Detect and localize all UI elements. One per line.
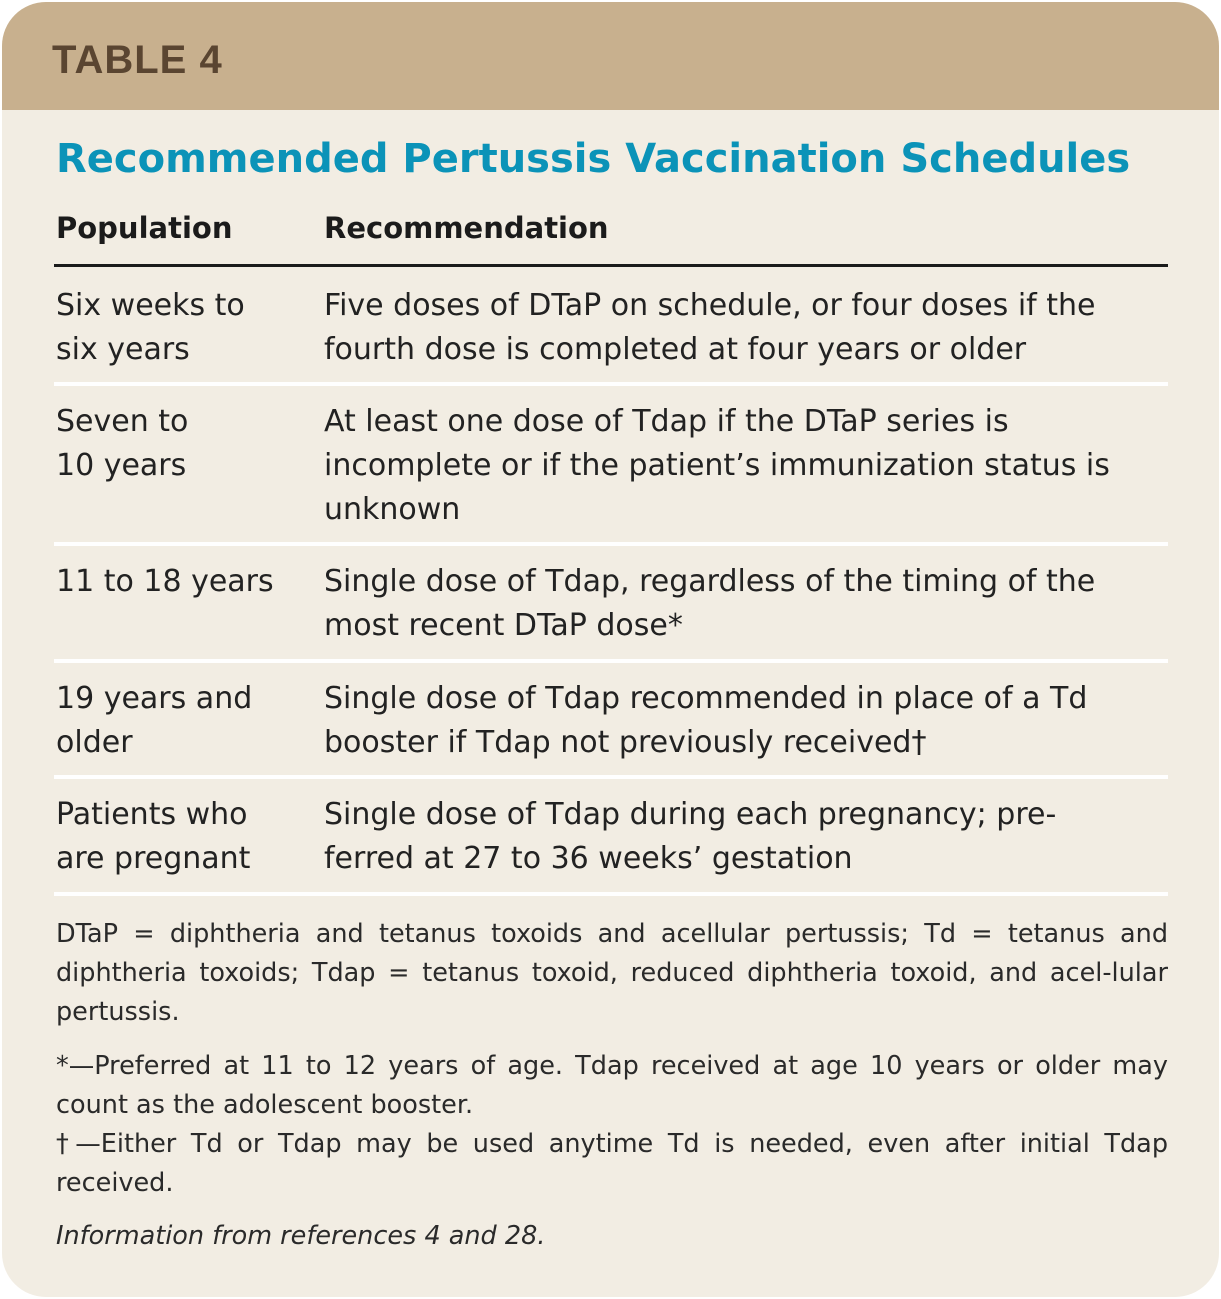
population-line: Seven to [56,404,189,439]
recommendation-line: Single dose of Tdap during each pregnancy; pre- [324,797,1057,832]
recommendation-cell [324,284,1184,372]
row-divider [54,775,1168,779]
recommendation-line: ferred at 27 to 36 weeks’ gestation [324,841,853,876]
table-card [2,2,1219,1297]
row-divider [54,659,1168,663]
recommendation-cell [324,560,1184,648]
row-divider [54,892,1168,896]
population-line: 10 years [56,448,187,483]
table-header-band [2,2,1219,110]
recommendation-line: At least one dose of Tdap if the DTaP series is [324,404,1009,439]
recommendation-line: fourth dose is completed at four years or older [324,332,1027,367]
population-cell [56,284,306,372]
recommendation-line: Single dose of Tdap recommended in place of a Td [324,681,1088,716]
column-header-population: Population [56,211,233,245]
recommendation-cell [324,400,1184,532]
population-line: are pregnant [56,841,251,876]
population-cell [56,677,306,765]
population-line: 11 to 18 years [56,564,274,599]
column-header-recommendation: Recommendation [324,211,609,245]
population-line: Patients who [56,797,248,832]
recommendation-line: Single dose of Tdap, regardless of the timing of the [324,564,1096,599]
row-divider [54,542,1168,546]
recommendation-cell [324,677,1184,765]
recommendation-line: incomplete or if the patient’s immunization status is [324,448,1110,483]
source-note: Information from references 4 and 28. [56,1221,546,1251]
recommendation-line: most recent DTaP dose* [324,608,683,643]
population-line: Six weeks to [56,288,245,323]
dagger-footnote: †—Either Td or Tdap may be used anytime Td is needed, even after initial Tdap received. [56,1129,1168,1198]
population-line: 19 years and [56,681,253,716]
header-rule [54,264,1168,267]
recommendation-cell [324,793,1184,881]
asterisk-footnote: *—Preferred at 11 to 12 years of age. Tdap received at age 10 years or older may count as the adolescent booster. [56,1051,1168,1120]
recommendation-line: unknown [324,492,461,527]
abbreviations-note: DTaP = diphtheria and tetanus toxoids and acellular pertussis; Td = tetanus and diphtheria toxoids; Tdap = tetanus toxoid, reduced diphtheria toxoid, and acel-lular pertussis. [56,919,1168,1027]
population-cell [56,560,306,604]
table-label: TABLE 4 [52,38,223,82]
recommendation-line: Five doses of DTaP on schedule, or four doses if the [324,288,1096,323]
population-line: six years [56,332,190,367]
row-divider [54,382,1168,386]
recommendation-line: booster if Tdap not previously received† [324,725,927,760]
population-cell [56,793,306,881]
table-title: Recommended Pertussis Vaccination Schedules [56,136,1131,182]
population-line: older [56,725,133,760]
population-cell [56,400,306,488]
